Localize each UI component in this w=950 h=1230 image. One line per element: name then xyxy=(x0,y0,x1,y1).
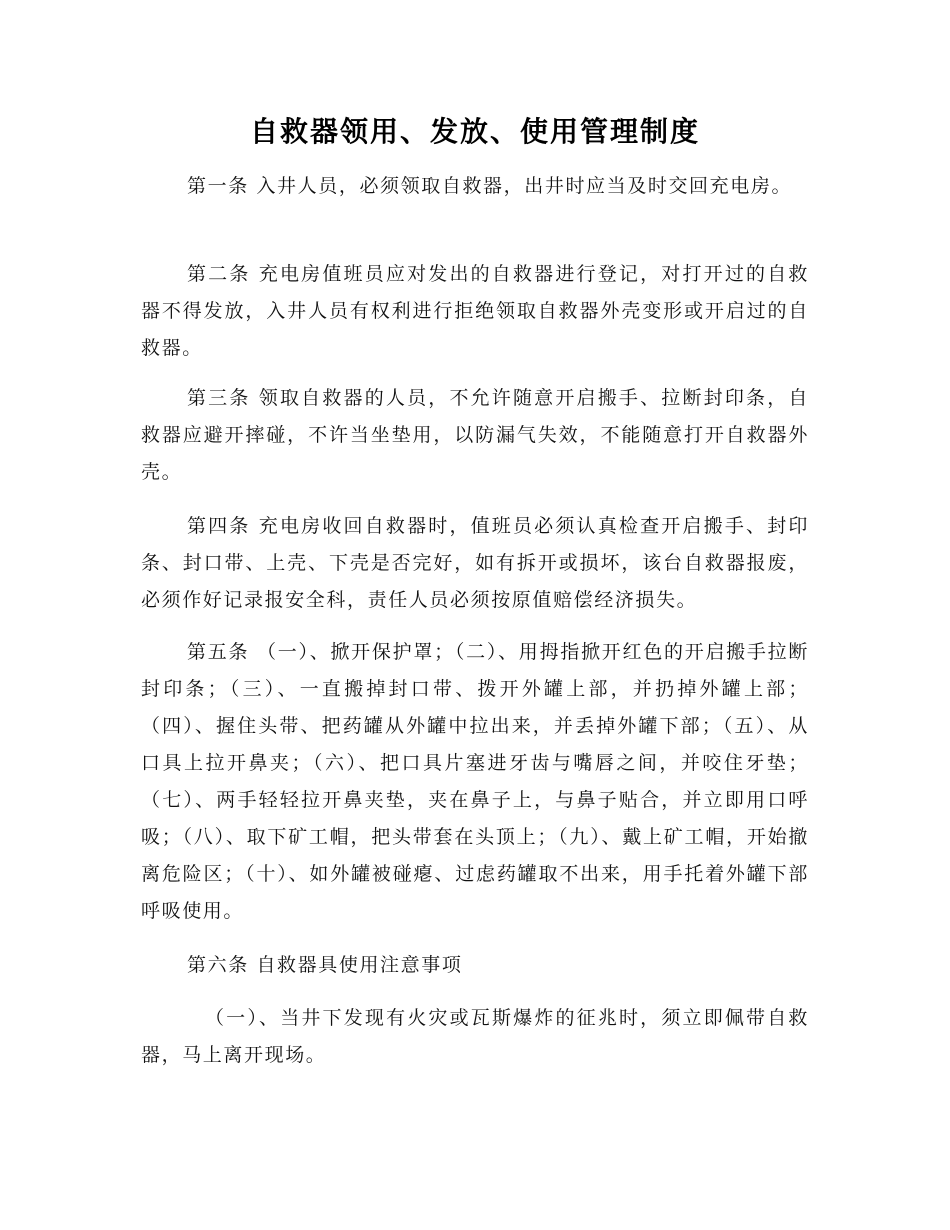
article-6: 第六条 自救器具使用注意事项 xyxy=(187,954,463,976)
article-2: 第二条 充电房值班员应对发出的自救器进行登记，对打开过的自救器不得发放，入井人员有权利进行拒绝领取自救器外壳变形或开启过的自救器。 xyxy=(141,263,809,359)
article-6-item-1: （一）、当井下发现有火灾或瓦斯爆炸的征兆时，须立即佩带自救器，马上离开现场。 xyxy=(141,1007,809,1066)
document-title: 自救器领用、发放、使用管理制度 xyxy=(249,115,700,148)
article-4: 第四条 充电房收回自救器时，值班员必须认真检查开启搬手、封印条、封口带、上壳、下壳是否完好，如有拆开或损坏，该台自救器报废，必须作好记录报安全科，责任人员必须按原值赔偿经济损失。 xyxy=(141,515,809,611)
article-5: 第五条 （一）、掀开保护罩；（二）、用拇指掀开红色的开启搬手拉断封印条；（三）、一直搬掉封口带、拨开外罐上部，并扔掉外罐上部；（四）、握住头带、把药罐从外罐中拉出来，并丢掉外罐下部；（五）、从口具上拉开鼻夹；（六）、把口具片塞进牙齿与嘴唇之间，并咬住牙垫；（七）、两手轻轻拉开鼻夹垫，夹在鼻子上，与鼻子贴合，并立即用口呼吸；（八）、取下矿工帽，把头带套在头顶上；（九）、戴上矿工帽，开始撤离危险区；（十）、如外罐被碰瘪、过虑药罐取不出来，用手托着外罐下部呼吸使用。 xyxy=(141,641,809,922)
article-1: 第一条 入井人员，必须领取自救器，出井时应当及时交回充电房。 xyxy=(187,175,793,197)
article-3: 第三条 领取自救器的人员，不允许随意开启搬手、拉断封印条，自救器应避开摔碰，不许当坐垫用，以防漏气失效，不能随意打开自救器外壳。 xyxy=(141,387,809,483)
